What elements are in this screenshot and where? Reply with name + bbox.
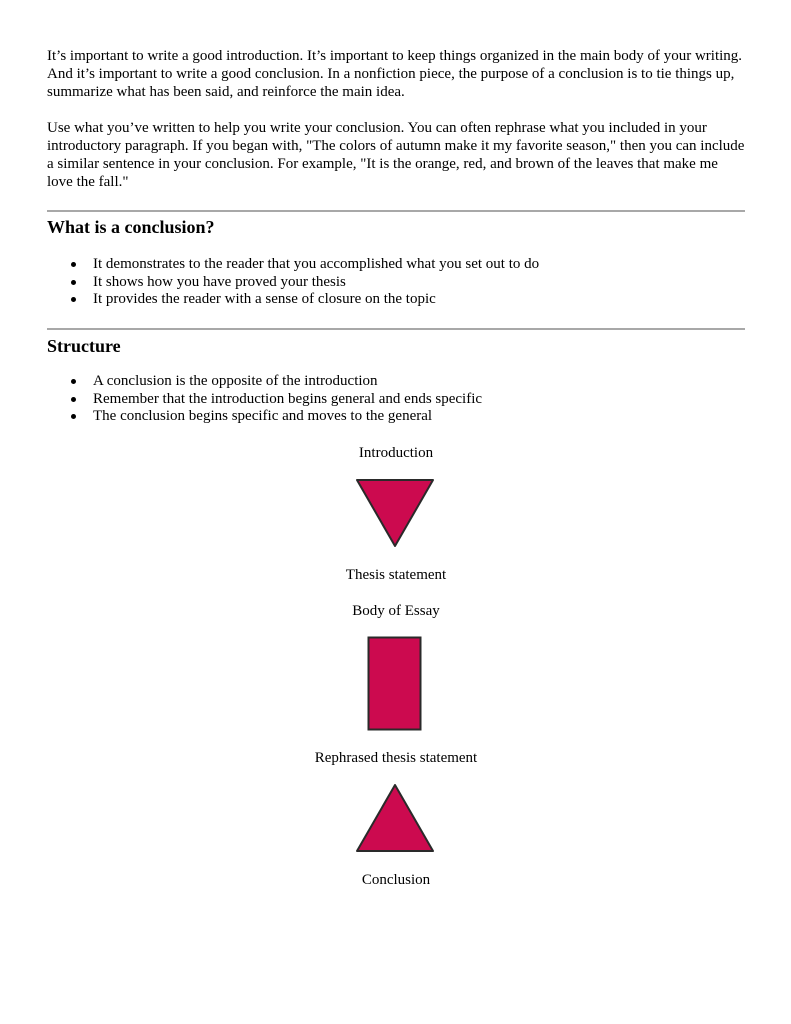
conclusion-definition-list	[47, 255, 539, 308]
list-item: The conclusion begins specific and moves to the general	[47, 407, 482, 425]
intro-paragraph-2: Use what you’ve written to help you write your conclusion. You can often rephrase what you included in your introductory paragraph. If you began with, "The colors of autumn make it my favorite season," then you can include a similar sentence in your conclusion. For example, "It is the orange, red, and brown of the leaves that make me love the fall."	[47, 120, 745, 190]
structure-list	[47, 372, 482, 425]
list-item: It shows how you have proved your thesis	[47, 273, 539, 291]
body-rectangle-shape	[367, 636, 423, 732]
list-item: A conclusion is the opposite of the introduction	[47, 372, 482, 390]
section-heading-what-is-conclusion: What is a conclusion?	[47, 217, 215, 237]
section-divider	[47, 210, 745, 212]
section-heading-structure: Structure	[47, 336, 121, 356]
inverted-triangle-shape	[355, 477, 435, 549]
diagram-label-rephrased-thesis: Rephrased thesis statement	[314, 750, 478, 766]
diagram-label-body: Body of Essay	[352, 603, 440, 619]
diagram-label-thesis: Thesis statement	[345, 567, 447, 583]
upright-triangle-shape	[355, 783, 435, 855]
list-item: It provides the reader with a sense of closure on the topic	[47, 290, 539, 308]
list-item: Remember that the introduction begins general and ends specific	[47, 390, 482, 408]
diagram-label-introduction: Introduction	[358, 445, 434, 461]
list-item: It demonstrates to the reader that you accomplished what you set out to do	[47, 255, 539, 273]
intro-paragraph-1: It’s important to write a good introduction. It’s important to keep things organized in the main body of your writing. And it’s important to write a good conclusion. In a nonfiction piece, the purpose of a conclusion is to tie things up, summarize what has been said, and reinforce the main idea.	[47, 48, 743, 100]
section-divider	[47, 328, 745, 330]
diagram-label-conclusion: Conclusion	[361, 872, 431, 888]
